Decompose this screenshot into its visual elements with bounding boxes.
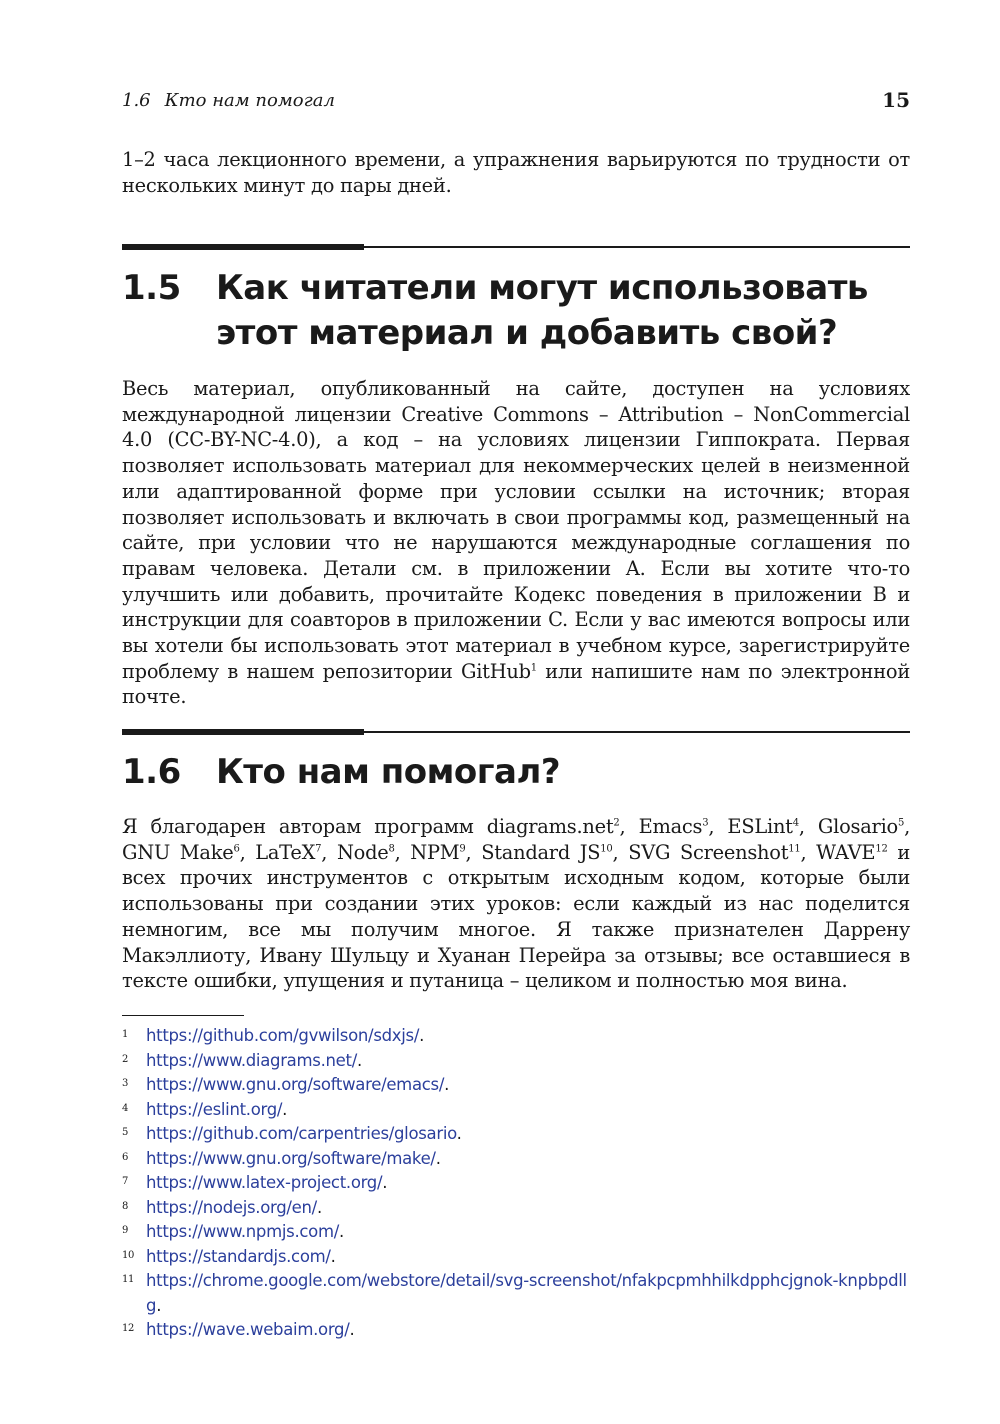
footnote-period: . — [156, 1295, 162, 1315]
footnote-number: 4 — [122, 1102, 129, 1114]
tool-name: SVG Screenshot — [628, 840, 789, 864]
footnote-link[interactable] — [146, 1171, 910, 1196]
footnote-ref[interactable]: 3 — [702, 817, 709, 829]
footnote-period: . — [349, 1320, 355, 1339]
footnote-period: . — [456, 1124, 462, 1143]
tool-name: LaTeX — [255, 840, 316, 864]
section-rule-thick — [122, 729, 364, 735]
footnote-url[interactable]: https://github.com/gvwilson/sdxjs/ — [146, 1026, 420, 1045]
footnote-item — [122, 1122, 910, 1147]
footnote-number: 11 — [122, 1274, 135, 1285]
tool-name: NPM — [410, 840, 460, 864]
separator: , — [708, 815, 728, 838]
footnote-ref[interactable]: 7 — [315, 843, 322, 855]
footnote-separator — [122, 1015, 244, 1016]
footnote-link[interactable] — [146, 1269, 910, 1318]
footnote-url[interactable]: https://www.gnu.org/software/emacs/ — [146, 1075, 445, 1094]
section-heading-1-5 — [122, 266, 910, 356]
footnote-number: 9 — [122, 1225, 129, 1236]
separator: , — [239, 840, 256, 864]
separator: , — [321, 840, 337, 864]
page-header — [122, 88, 910, 116]
section-rule-thick — [122, 244, 364, 250]
tool-name: ESLint — [727, 815, 793, 838]
section-title-line-1: Как читатели могут использовать — [216, 268, 868, 308]
paragraph-text-end: или напишите нам по электронной почте. — [122, 659, 910, 709]
separator: , — [619, 815, 639, 838]
tool-name: Emacs — [638, 815, 703, 838]
footnote-ref[interactable]: 11 — [788, 843, 801, 855]
tool-name: Standard JS — [481, 840, 601, 864]
footnote-item — [122, 1171, 910, 1196]
footnote-url[interactable]: https://standardjs.com/ — [146, 1246, 331, 1266]
running-head — [122, 90, 335, 111]
footnote-period: . — [419, 1026, 425, 1045]
footnote-number: 2 — [122, 1053, 129, 1065]
running-head-number: 1.6 — [122, 90, 151, 111]
footnote-item — [122, 1318, 910, 1343]
footnote-link[interactable] — [146, 1122, 910, 1147]
paragraph-text-end: и всех прочих инструментов с открытым исходным кодом, которые были использованы при создании этих уроков: если каждый из нас поделится немногим, все мы получим многое. Я также признателен Даррену Макэллиоту, Ивану Шульцу и Хуанан Перейра за отзывы; все оставшиеся в тексте ошибки, упущения и путаница – целиком и полностью моя вина. — [122, 840, 910, 993]
footnote-url[interactable]: https://chrome.google.com/webstore/detail/svg-screenshot/nfakpcpmhhilkdpphcjgnok-knpbpdllg — [146, 1271, 907, 1315]
footnote-url[interactable]: https://www.diagrams.net/ — [146, 1050, 357, 1070]
running-head-title: Кто нам помогал — [164, 90, 335, 111]
footnote-period: . — [316, 1197, 322, 1217]
footnote-link[interactable] — [146, 1245, 910, 1270]
footnote-number: 1 — [122, 1029, 129, 1040]
footnote-link[interactable] — [146, 1147, 910, 1172]
footnote-number: 7 — [122, 1176, 129, 1187]
footnote-period: . — [435, 1148, 441, 1168]
footnote-item — [122, 1196, 910, 1221]
footnote-link[interactable] — [146, 1024, 910, 1049]
footnote-number: 12 — [122, 1323, 135, 1334]
footnote-link[interactable] — [146, 1318, 910, 1343]
footnote-number: 5 — [122, 1127, 129, 1138]
paragraph-text: Весь материал, опубликованный на сайте, доступен на условиях международной лицензии Creative Commons – Attribution – NonCommercial 4.0 (CC-BY-NC-4.0), а код – на условиях лицензии Гиппократа. Первая позволяет использовать материал для некоммерческих целей в неизменной или адаптированной форме при условии ссылки на источник; вторая позволяет использовать и включать в свои программы код, размещенный на сайте, при условии что не нарушаются международные соглашения по правам человека. Детали см. в приложении A. Если вы хотите что-то улучшить или добавить, прочитайте Кодекс поведения в приложении B и инструкции для соавторов в приложении C. Если у вас имеются вопросы или вы хотели бы использовать этот материал в учебном курсе, зарегистрируйте проблему в нашем репозитории GitHub — [122, 377, 910, 683]
separator: , — [798, 815, 818, 838]
footnote-link[interactable] — [146, 1098, 910, 1123]
tool-name: Node — [336, 840, 389, 864]
footnote-ref[interactable]: 2 — [613, 817, 620, 829]
separator: , — [612, 840, 629, 864]
footnote-url[interactable]: https://nodejs.org/en/ — [146, 1197, 317, 1217]
footnote-period: . — [444, 1075, 450, 1094]
footnote-ref[interactable]: 1 — [530, 662, 537, 674]
footnote-item — [122, 1073, 910, 1098]
footnote-list — [122, 1024, 910, 1343]
tool-name: diagrams.net — [486, 815, 614, 838]
footnote-link[interactable] — [146, 1073, 910, 1098]
section-1-6-paragraph — [122, 814, 910, 994]
footnote-url[interactable]: https://wave.webaim.org/ — [146, 1320, 350, 1339]
page-number: 15 — [882, 88, 910, 112]
footnote-period: . — [282, 1099, 288, 1119]
footnote-ref[interactable]: 12 — [875, 843, 888, 855]
footnote-url[interactable]: https://github.com/carpentries/glosario — [146, 1124, 457, 1143]
footnote-ref[interactable]: 5 — [897, 817, 905, 829]
section-number: 1.6 — [122, 752, 181, 792]
footnote-item — [122, 1147, 910, 1172]
separator: , — [800, 840, 817, 864]
footnote-item — [122, 1024, 910, 1049]
tool-name: WAVE — [816, 840, 876, 864]
section-title — [216, 266, 910, 356]
separator: , — [465, 840, 482, 864]
footnote-item — [122, 1220, 910, 1245]
section-title: Кто нам помогал? — [216, 752, 561, 792]
tool-name: Glosario — [817, 815, 898, 838]
section-number: 1.5 — [122, 268, 181, 308]
section-title-line-2: этот материал и добавить свой? — [216, 313, 838, 353]
section-rule — [122, 729, 910, 735]
footnote-item — [122, 1245, 910, 1270]
separator: , — [394, 840, 411, 864]
separator: , — [904, 815, 910, 838]
footnote-url[interactable]: https://www.latex-project.org/ — [146, 1173, 383, 1192]
footnote-link[interactable] — [146, 1220, 910, 1245]
footnote-url[interactable]: https://www.gnu.org/software/make/ — [146, 1148, 436, 1168]
footnote-link[interactable] — [146, 1049, 910, 1074]
intro-paragraph: 1–2 часа лекционного времени, а упражнения варьируются по трудности от нескольких минут до пары дней. — [122, 148, 910, 197]
footnote-item — [122, 1049, 910, 1074]
footnote-url[interactable]: https://www.npmjs.com/ — [146, 1222, 339, 1241]
section-rule — [122, 244, 910, 250]
footnote-item — [122, 1269, 910, 1318]
footnote-ref[interactable]: 4 — [792, 817, 799, 829]
footnote-period: . — [330, 1246, 336, 1266]
section-1-5-paragraph — [122, 376, 910, 710]
footnote-period: . — [339, 1222, 344, 1241]
footnote-number: 3 — [122, 1078, 129, 1089]
footnote-period: . — [382, 1173, 388, 1192]
footnote-ref[interactable]: 6 — [233, 843, 240, 855]
footnote-item — [122, 1098, 910, 1123]
tool-name: GNU Make — [122, 840, 234, 864]
footnote-link[interactable] — [146, 1196, 910, 1221]
footnote-period: . — [356, 1050, 362, 1070]
footnote-ref[interactable]: 8 — [388, 843, 395, 855]
footnote-number: 6 — [122, 1151, 129, 1163]
paragraph-text: Я благодарен авторам программ — [122, 815, 487, 838]
footnote-number: 8 — [122, 1200, 129, 1212]
footnote-ref[interactable]: 10 — [600, 843, 613, 855]
footnote-number: 10 — [122, 1249, 135, 1261]
section-heading-1-6 — [122, 750, 910, 795]
footnote-ref[interactable]: 9 — [459, 843, 466, 855]
footnote-url[interactable]: https://eslint.org/ — [146, 1099, 283, 1119]
